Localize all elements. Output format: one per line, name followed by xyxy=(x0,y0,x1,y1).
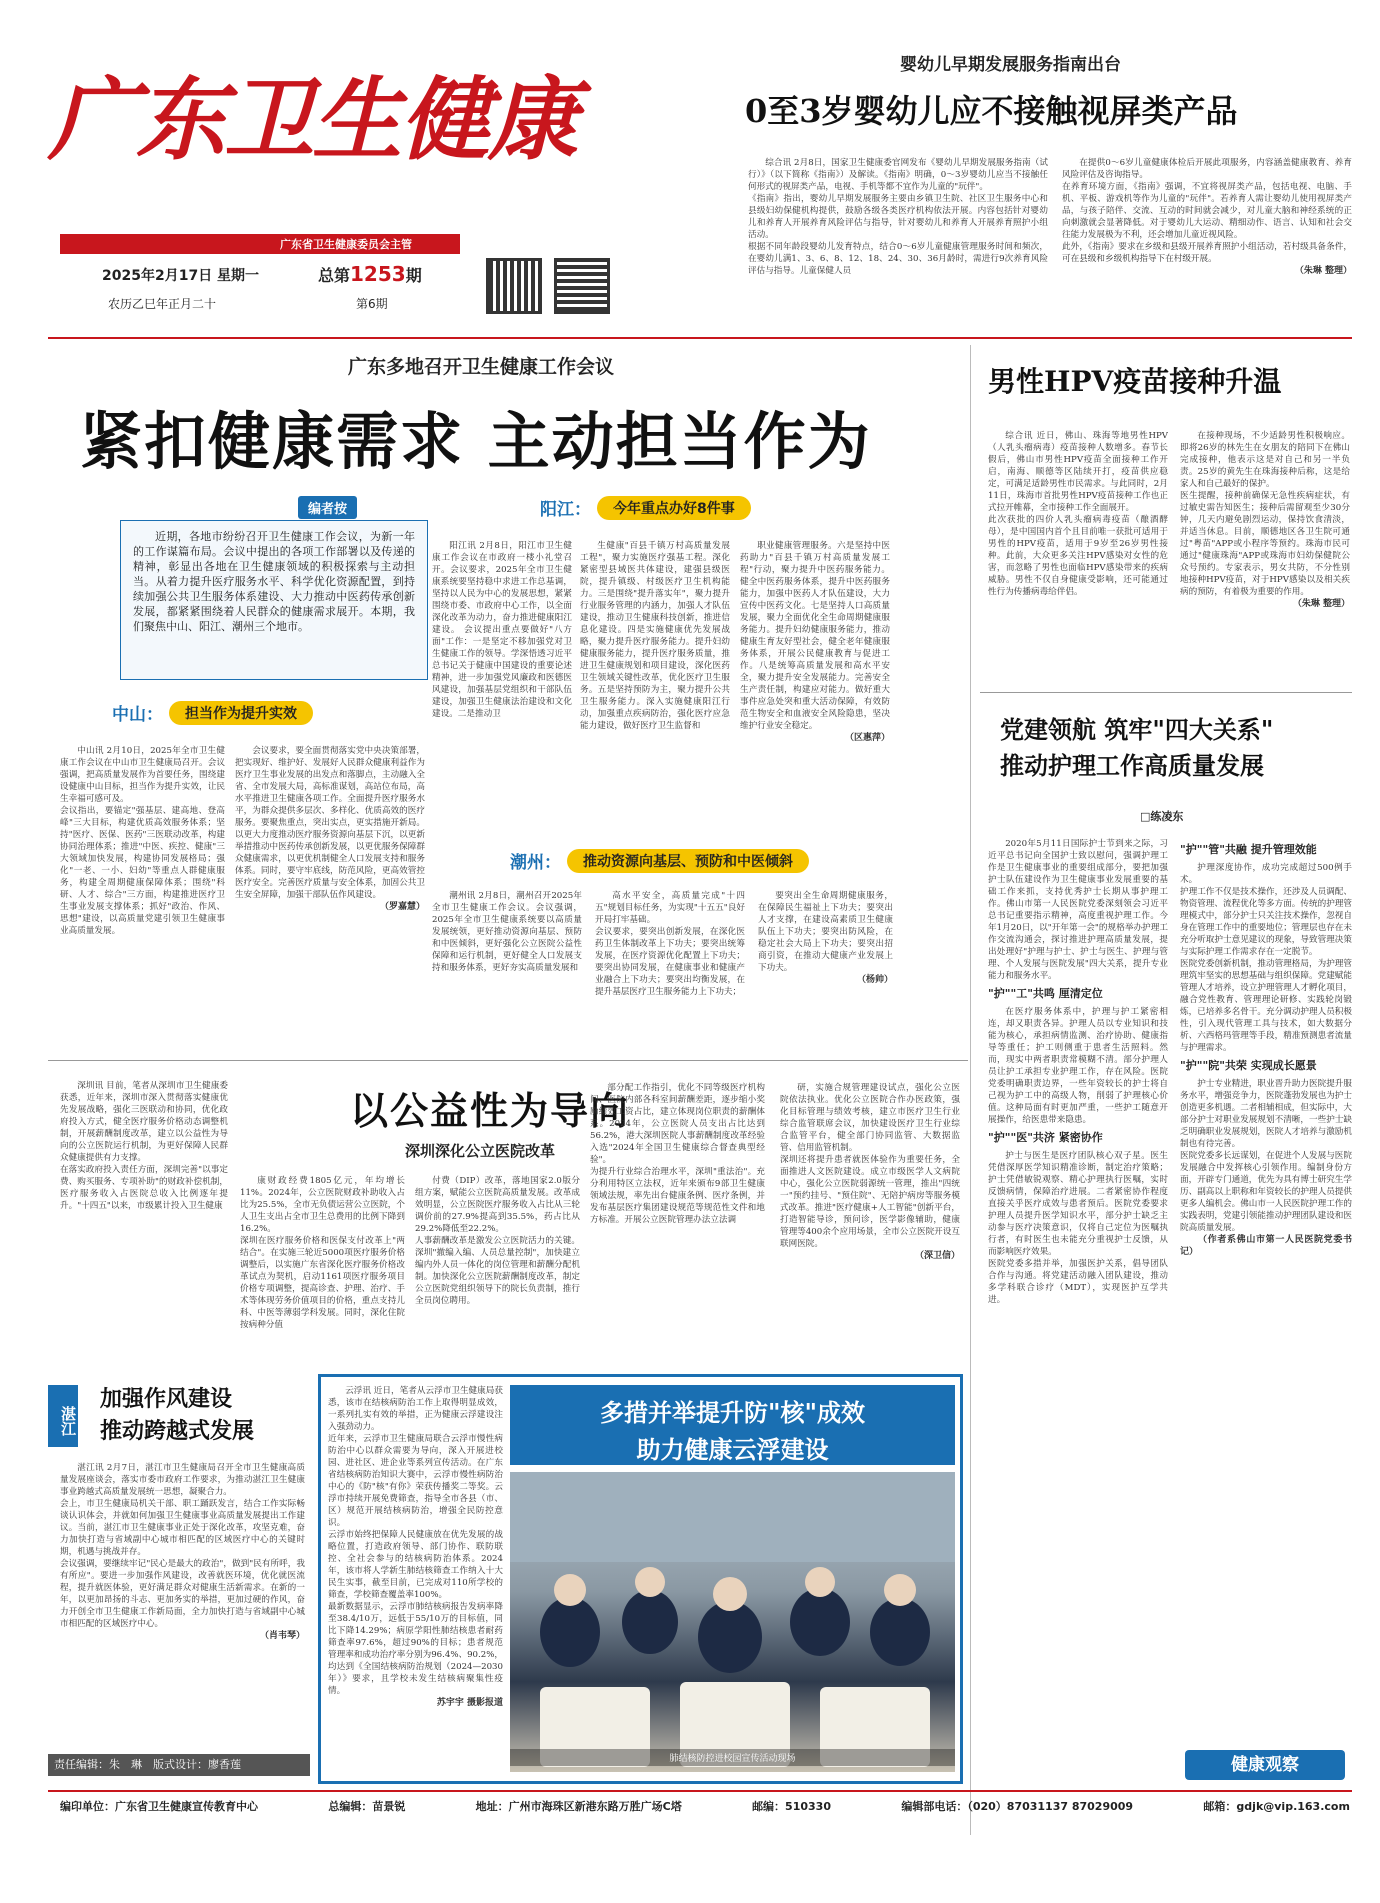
zhanjiang-byline: （肖韦琴） xyxy=(259,1631,305,1641)
nursing-subhead-3: "护""医"共济 紧密协作 xyxy=(988,1131,1103,1144)
chaozhou-byline: （杨帅） xyxy=(856,975,893,985)
hpv-col2 xyxy=(1180,430,1350,680)
nursing-byline: （作者系佛山市第一人民医院党委书记） xyxy=(1180,1235,1352,1257)
masthead-logo xyxy=(48,55,576,200)
shenzhen-subtitle: 深圳深化公立医院改革 xyxy=(405,1142,556,1160)
issue-total-number: 1253 xyxy=(350,262,406,286)
health-watch-tag xyxy=(1185,1750,1345,1780)
top-story-title: 0至3岁婴幼儿应不接触视屏类产品 xyxy=(745,92,1238,130)
zhongshan-col2 xyxy=(235,745,425,1045)
chaozhou-tag xyxy=(510,848,809,873)
top-story-byline: （朱琳 整理） xyxy=(1294,266,1352,276)
zhongshan-text-1: 中山讯 2月10日，2025年全市卫生健康工作会议在中山市卫生健康局召开。会议强调，把高质量发展作为首要任务，围绕建设健康中山目标，担当作为提升实效，让民生幸福可感可及。 会议指出，要锚定"强基层、建高地、登高峰"三大目标，构建优质高效服务体系；坚持"医疗、医保、医药"三医联动改革，构建协同治理体系；推进"中医、疾控、健康"三大领域加快发展，构建协同发展格局；强化"一老、一小、妇幼"等重点人群健康服务，构建全周期健康保障体系；围绕"科研、人才、综合"三方面，构建推进医疗卫生事业发展支撑体系；抓好"政治、作风、思想"建设，以高质量党建引领卫生健康事业高质量发展。 xyxy=(60,746,225,936)
hpv-col1 xyxy=(988,430,1168,680)
hpv-divider xyxy=(980,692,1352,693)
zhongshan-text-2: 会议要求，要全面贯彻落实党中央决策部署，把实现好、维护好、发展好人民群众健康利益作为医疗卫生事业发展的出发点和落脚点，主动融入全省、全市发展大局，高标准谋划，高站位布局，高水平推进卫生健康各项工作。全面提升医疗服务水平，为群众提供多层次、多样化、优质高效的医疗服务。要聚焦重点，突出实点，更实措施开新局。以更大力度推动医疗服务资源向基层下沉，以更新举措推动中医药传承创新发展，以更优服务保障群众健康需求，以更优机制健全人口发展支持和服务体系。同时，要守牢底线，防范风险，更高效管控医疗安全。完善医疗质量与安全体系，加固公共卫生安全屏障，加强干部队伍作风建设。 xyxy=(235,746,425,900)
top-story-kicker: 婴幼儿早期发展服务指南出台 xyxy=(900,55,1121,75)
zhongshan-city: 中山： xyxy=(112,705,163,725)
chaozhou-col2 xyxy=(595,890,745,1050)
yangjiang-text-2: 生健康"百县千镇万村高质量发展工程"，聚力实施医疗强基工程。深化紧密型县域医共体建设，建强县级医院，提升镇级、村级医疗卫生机构能力。三是围绕"提升落实年"，聚力提升行业服务管理的内涵力，加强人才队伍建设，推动卫生健康科技创新，推进信息化建设。四是实施健康优先发展战略，聚力提升医疗服务能力。提升妇幼健康服务能力，提升医疗服务质量，推进卫生健康规划和项目建设，深化医药卫生领域关键性改革，优化医疗卫生服务。五是坚持预防为主，聚力提升公共卫生服务能力。深入实施健康阳江行动，加强重点疾病防治，强化医疗应急能力建设，做好医疗卫生监督和 xyxy=(580,541,730,731)
zhongshan-col1 xyxy=(60,745,225,1035)
footer xyxy=(60,1798,1350,1814)
photo-scene xyxy=(510,1472,955,1772)
yangjiang-text-3: 职业健康管理服务。六是坚持中医药助力"百县千镇万村高质量发展工程"行动，聚力提升中医药服务能力。健全中医药服务体系，提升中医药服务能力，加强中医药人才队伍建设，大力宣传中医药文化。七是坚持人口高质量发展，聚力全面优化全生命周期健康服务能力。提升妇幼健康服务能力，推动健康生育友好型社会，健全老年健康服务体系，开展公民健康教育与促进工作。八是统筹高质量发展和高水平安全，聚力提升安全发展能力。完善安全生产责任制，构建应对能力。做好重大事件应急处突和重大活动保障，有效防范生物安全和血液安全风险隐患，坚决维护行业安全稳定。 xyxy=(740,541,890,731)
nursing-author: □练凌东 xyxy=(1140,810,1184,823)
top-story-col2 xyxy=(1062,157,1352,322)
top-story-text-1: 综合讯 2月8日，国家卫生健康委官网发布《婴幼儿早期发展服务指南（试行）》（以下简称《指南》）及解读。《指南》明确，0～3岁婴幼儿应当不接触任何形式的视屏类产品，电视、手机等都不宜作为儿童的"玩伴"。 《指南》指出，婴幼儿早期发展服务主要由乡镇卫生院、社区卫生服务中心和县级妇幼保健机构提供，鼓励各级各类医疗机构依法开展。内容包括针对婴幼儿和养育人开展养育风险评估与指导，针对婴幼儿和养育人开展养育照护小组活动。 根据不同年龄段婴幼儿发育特点，结合0～6岁儿童健康管理服务时间和频次，在婴幼儿满1、3、6、8、12、18、24、30、36月龄时，需进行9次养育风险评估与指导。儿童保健人员 xyxy=(748,158,1048,276)
zhanjiang-text: 湛江讯 2月7日，湛江市卫生健康局召开全市卫生健康高质量发展座谈会，落实市委市政府工作要求，为推动湛江卫生健康事业跨越式高质量发展统一思想，凝聚合力。 会上，市卫生健康局机关干部、职工踊跃发言，结合工作实际畅谈认识体会，并就如何加强卫生健康事业高质量发展提出工作建议。当前，湛江市卫生健康事业正处于深化改革，攻坚克难，奋力加快打造与省域副中心城市相匹配的区域医疗中心的关键时期，机遇与挑战并存。 会议强调，要继续牢记"民心是最大的政治"，做到"民有所呼，我有所应"。要进一步加强作风建设，改善就医环境，优化就医流程，提升就医体验，更好满足群众对健康生活新需求。在新的一年，以更加昂扬的斗志、更加务实的举措，更加过硬的作风，奋力开创全市卫生健康工作新局面，全力加快打造与省域副中心城市相匹配的区域医疗中心。 xyxy=(60,1463,305,1629)
editor-credit: 责任编辑：朱 琳 版式设计：廖香莲 xyxy=(54,1758,241,1771)
zhanjiang-city: 湛江 xyxy=(59,1406,77,1436)
nursing-text-3: 护士专业精进，职业晋升助力医院提升服务水平，增强竞争力，医院蓬勃发展也为护士创造更多机遇。二者相辅相成，但实际中，大部分护士对职业发展规划不清晰，一些护士缺乏明确职业发展规划，医院人才培养与激励机制也有待完善。 医院党委多长远谋划，在促进个人发展与医院发展融合中发挥核心引领作用。编制身份方面，开辟专门通道，优先为具有博士研究生学历、副高以上职称和年资较长的护理人员提供更多人编机会。佛山市一人民医院护理工作的实践表明，党建引领能推动护理团队建设和医院高质量发展。 xyxy=(1180,1079,1352,1233)
yunfu-text: 云浮讯 近日，笔者从云浮市卫生健康局获悉，该市在结核病防治工作上取得明显成效，一系列扎实有效的举措，正为健康云浮建设注入强劲动力。 近年来，云浮市卫生健康局联合云浮市慢性病防治中心以群众需要为导向，深入开展进校园、进社区、进企业等系列宣传活动。在广东省结核病防治知识大赛中，云浮市慢性病防治中心的《防"核"有你》荣获传播奖二等奖。云浮市持续开展免费筛查，指导全市各县（市、区）规范开展结核病防治，增强全民防控意识。 云浮市始终把保障人民健康放在优先发展的战略位置，打造政府领导、部门协作、联防联控、全社会参与的结核病防治体系。2024年，该市将人学新生肺结核筛查工作纳入十大民生实事，截至目前，已完成对110所学校的筛查，学校筛查覆盖率100%。 最新数据显示，云浮市肺结核病报告发病率降至38.4/10万，远低于55/10万的目标值，同比下降14.29%；病原学阳性肺结核患者耐药筛查率97.6%，超过90%的目标；患者规范管理率和成功治疗率分别为96.4%、90.2%，均达到《全国结核病防治规划（2024—2030年）》要求，且学校未发生结核病聚集性疫情。 xyxy=(328,1386,503,1696)
footer-address: 地址：广州市海珠区新港东路万胜广场C塔 xyxy=(475,1800,682,1813)
issue-number: 第6期 xyxy=(356,297,388,311)
shenzhen-byline: （深卫信） xyxy=(914,1251,960,1261)
chaozhou-col3 xyxy=(758,890,893,1050)
editor-note-label: 编者按 xyxy=(298,496,357,519)
yangjiang-tag xyxy=(540,495,751,520)
nursing-col2 xyxy=(1180,838,1352,1783)
nursing-text-2: 护理深度协作，成功完成超过500例手术。 护理工作不仅是技术操作，还涉及人员调配、物资管理、流程优化等多方面。传统的护理管理模式中，部分护士只关注技术操作，忽视自身在管理工作中的重要地位；管理层也存在未充分听取护士意见建议的现象，导致管理决策与实际护理工作需求存在一定脱节。 医院党委创新机制，推动管理格局，为护理管理筑牢坚实的思想基础与组织保障。党建赋能管理人才培养，设立护理管理人才孵化项目，融合党性教育、管理理论研修、实践轮岗锻炼，已培养多名骨干。充分调动护理人员积极性，引入现代管理工具与技术，如大数据分析、六西格玛管理等手段，精准预测患者流量与护理需求。 xyxy=(1180,863,1352,1053)
lunar-date: 农历乙巳年正月二十 xyxy=(108,297,217,311)
yangjiang-col1 xyxy=(432,540,572,840)
chaozhou-text-2: 高水平安全，高质量完成"十四五"规划目标任务，为实现"十五五"良好开局打牢基础。 会议要求，要突出创新发展，在深化医药卫生体制改革上下功夫；要突出统筹发展，在医疗资源优化配置上下功夫；要突出协同发展，在健康事业和健康产业融合上下功夫；要突出均衡发展，在提升基层医疗卫生服务能力上下功夫； xyxy=(595,891,745,997)
nursing-col1 xyxy=(988,838,1168,1353)
footer-email[interactable]: 邮箱：gdjk@vip.163.com xyxy=(1203,1800,1350,1813)
zhanjiang-city-tag xyxy=(48,1385,78,1447)
nursing-subhead-4: "护""院"共荣 实现成长愿景 xyxy=(1180,1059,1317,1072)
zhongshan-tag xyxy=(112,700,313,725)
issue-date: 2025年2月17日 星期一 xyxy=(102,268,260,284)
shenzhen-divider xyxy=(48,1060,968,1061)
editor-credit-bar xyxy=(48,1754,310,1776)
yunfu-byline: 苏宇宇 摄影报道 xyxy=(436,1698,503,1708)
editor-note-text: 近期，各地市纷纷召开卫生健康工作会议，为新一年的工作谋篇布局。会议中提出的各项工作部署以及传递的精神，彰显出各地在卫生健康领域的积极探索与主动担当。从着力提升医疗服务水平、科学优化资源配置，到持续加强公共卫生服务体系建设、大力推动中医药传承创新发展，都紧紧围绕着人民群众的健康需求展开。本期，我们聚焦中山、阳江、潮州三个地市。 xyxy=(133,530,415,633)
nursing-subhead-2: "护""工"共鸣 厘清定位 xyxy=(988,987,1103,1000)
nursing-text-1: 2020年5月11日国际护士节到来之际，习近平总书记向全国护士致以慰问，强调护理工作是卫生健康事业的重要组成部分，要把加强护士队伍建设作为卫生健康事业发展重要的基础工作来抓，支持优秀护士长期从事护理工作。佛山市第一人民医院党委深刻领会习近平总书记重要指示精神，高度重视护理工作。今年1月20日，以"开年第一会"的规格举办护理工作交流沟通会，探讨推进护理高质量发展，提出处理好"护理与护士、护士与医生、护理与管理、个人发展与医院发展"四大关系，提升专业能力和服务水平。 xyxy=(988,839,1168,981)
footer-unit: 编印单位：广东省卫生健康宣传教育中心 xyxy=(60,1800,258,1813)
top-story-col1 xyxy=(748,157,1048,317)
chaozhou-col1 xyxy=(432,890,582,1050)
shenzhen-text-1: 深圳讯 目前，笔者从深圳市卫生健康委获悉，近年来，深圳市深入贯彻落实健康优先发展战略，强化三医联动和协同，优化政府投入方式，健全医疗服务价格动态调整机制，开展薪酬制度改革，建立以公益性为导向的公立医院运行机制，为更好保障人民群众健康提供有力支撑。 在落实政府投入责任方面，深圳完善"以事定费、购买服务、专项补助"的财政补偿机制，医疗服务收入占医院总收入比例逐年提升。"十四五"以来，市级累计投入卫生健康 xyxy=(60,1081,228,1211)
chaozhou-text-3: 要突出全生命周期健康服务，在保障民生福祉上下功夫；要突出人才支撑，在建设高素质卫生健康队伍上下功夫；要突出防风险，在稳定社会大局上下功夫；要突出招商引资，在推动大健康产业发展上下功夫。 xyxy=(758,891,893,973)
zhanjiang-col xyxy=(60,1462,305,1742)
nursing-title-1: 党建领航 筑牢"四大关系" xyxy=(1000,715,1274,744)
yangjiang-col3 xyxy=(740,540,890,840)
top-divider xyxy=(48,337,1352,339)
right-column-divider xyxy=(970,345,971,1835)
chaozhou-theme: 推动资源向基层、预防和中医倾斜 xyxy=(567,849,809,873)
main-story-title: 紧扣健康需求 主动担当作为 xyxy=(80,405,872,478)
health-watch-label: 健康观察 xyxy=(1231,1755,1299,1775)
yangjiang-byline: （区惠萍） xyxy=(844,733,890,743)
shenzhen-text-2: 康财政经费1805亿元，年均增长11%。2024年，公立医院财政补助收入占比为25.5%，全市无负债运营公立医院，个人卫生支出占全市卫生总费用的比例下降到16.2%。 深圳在医疗服务价格和医保支付改革上"两结合"。在实施三轮近5000项医疗服务价格调整后，以实施广东省深化医疗服务价格改革试点为契机，启动1161项医疗服务项目价格专项调整，提高诊查、护理、治疗、手术等体现劳务价值项目的价格，重点支持儿科、中医等薄弱学科发展。同时，深化住院按病种分值 xyxy=(240,1176,405,1330)
masthead-sponsor: 广东省卫生健康委员会主管 xyxy=(280,238,412,251)
shenzhen-title: 以公益性为导向 xyxy=(350,1088,631,1133)
qr-code-2[interactable] xyxy=(554,258,610,314)
zhanjiang-title-2: 推动跨越式发展 xyxy=(100,1418,255,1444)
yunfu-title-1: 多措并举提升防"核"成效 xyxy=(599,1398,865,1427)
zhongshan-theme: 担当作为提升实效 xyxy=(169,701,313,725)
nursing-text-1b: 在医疗服务体系中，护理与护工紧密相连，却又职责各异。护理人员以专业知识和技能为核心，承担病情监测、治疗协助、健康指导等重任；护工则侧重于患者生活照料。然而，现实中两者职责常模糊不清。部分护理人员让护工承担专业护理工作，存在风险。医院党委明确职责边界，一些年资较长的护士将自己视为护工中的高级人物，削弱了护理核心价值。这种局面有时更加严重，一些护工随意开展操作，给医患带来隐患。 xyxy=(988,1007,1168,1125)
shenzhen-col2 xyxy=(240,1175,405,1365)
footer-phone: 编辑部电话：（020）87031137 87029009 xyxy=(901,1800,1134,1813)
yunfu-title-2: 助力健康云浮建设 xyxy=(636,1435,829,1464)
chaozhou-city: 潮州： xyxy=(510,853,561,873)
issue-total-suffix: 期 xyxy=(405,266,422,285)
hpv-text-2: 在接种现场，不少适龄男性积极响应。即将26岁的林先生在女朋友的陪同下在佛山完成接种，他表示这是对自己和另一半负责。25岁的黄先生在珠海接种后称，这是给家人和自己最好的保护。 医生提醒，接种前确保无急性疾病症状，有过敏史需告知医生；接种后需留观至少30分钟，几天内避免剧烈运动，保持饮食清淡，并适当休息。目前，顺德地区各卫生院可通过"粤苗"APP或小程序等预约。珠海市民可通过"健康珠海"APP或珠海市妇幼保健院公众号预约。专家表示，男女共防，不分性别地接种HPV疫苗，对于HPV感染以及相关疾病的预防，有着极为重要的作用。 xyxy=(1180,431,1350,597)
shenzhen-text-4: 部分配工作指引，优化不同等级医疗机构间、医院内部各科室间薪酬差距，逐步缩小奖励绩效工资占比，建立体现岗位职责的薪酬体系。2024年，公立医院人员支出占比达到56.2%，港大深圳医院人事薪酬制度改革经验入选"2024年全国卫生健康综合督查典型经验"。 为提升行业综合治理水平，深圳"重法治"。充分利用特区立法权，近年来颁布9部卫生健康领域法规，率先出台健康条例、医疗条例，并发布基层医疗集团建设规范等规范性文件和地方标准。开展公立医院管理办法立法调 xyxy=(590,1083,765,1225)
yunfu-col1 xyxy=(328,1385,503,1775)
issue-total-prefix: 总第 xyxy=(318,266,351,285)
shenzhen-col3 xyxy=(415,1175,580,1365)
hpv-byline: （朱琳 整理） xyxy=(1292,599,1350,609)
yangjiang-city: 阳江： xyxy=(540,500,591,520)
zhanjiang-title-1: 加强作风建设 xyxy=(100,1386,233,1412)
shenzhen-text-5: 研，实施合规管理建设试点，强化公立医院依法执业。优化公立医院合作办医政策，强化目标管理与绩效考核，建立市医疗卫生行业综合监管联席会议，加快建设医疗卫生行业综合监管平台，健全部门协同监管、大数据监管、信用监管机制。 深圳还将提升患者就医体验作为重要任务，全面推进人文医院建设。成立市级医学人文病院中心，强化公立医院弱源统一管理，推出"四统一"预约挂号、"预住院"、无陪护病房等服务模式改革。推进"医疗健康+人工智能"创新平台，打造智能导诊，预问诊，医学影像辅助，健康管理等400余个应用场景，全市公立医院开设互联网医院。 xyxy=(780,1083,960,1249)
nursing-title-2: 推动护理工作高质量发展 xyxy=(1000,751,1264,780)
issue-total xyxy=(318,262,422,286)
shenzhen-col5 xyxy=(780,1082,960,1365)
shenzhen-col4 xyxy=(590,1082,765,1365)
hpv-text-1: 综合讯 近日，佛山、珠海等地男性HPV（人乳头瘤病毒）疫苗接种人数增多。春节长假后，佛山市男性HPV疫苗全面接种工作开启，南海、顺德等区陆续开打，疫苗供应稳定，可满足适龄男性市民需求。与此同时，2月11日，珠海市首批男性HPV疫苗接种工作也正式拉开帷幕，全市接种工作全面展开。 此次获批的四价人乳头瘤病毒疫苗（酿酒酵母），是中国国内首个且目前唯一获批可适用于男性的HPV疫苗，适用于9岁至26岁男性接种。此前，大众更多关注HPV感染对女性的危害，而忽略了男性也面临HPV感染带来的疾病威胁。男性不仅自身健康受影响，还可能通过性行为传播病毒给伴侣。 xyxy=(988,431,1168,597)
footer-line xyxy=(48,1790,1352,1792)
yangjiang-col2 xyxy=(580,540,730,840)
yangjiang-theme: 今年重点办好8件事 xyxy=(597,496,751,520)
logo-text: 广东卫生健康 xyxy=(48,67,576,173)
editor-note-box xyxy=(120,520,428,680)
zhongshan-byline: （罗嘉慧） xyxy=(379,902,425,912)
chaozhou-text-1: 潮州讯 2月8日，潮州召开2025年全市卫生健康工作会议。会议强调，2025年全市卫生健康系统要以高质量发展统领，更好推动资源向基层、预防和中医倾斜，更好强化公立医院公益性保障和运行机制，更好健全人口发展支持和服务体系，更好夯实高质量发展和 xyxy=(432,891,582,973)
yunfu-photo-caption: 肺结核防控进校园宣传活动现场 xyxy=(510,1749,955,1766)
yangjiang-text-1: 阳江讯 2月8日，阳江市卫生健康工作会议在市政府一楼小礼堂召开。会议要求，2025年全市卫生健康系统要坚持稳中求进工作总基调，坚持以人民为中心的发展思想，紧紧围绕市委、市政府中心工作，以全面深化改革为动力，奋力推进健康阳江建设。 会议提出重点要做好"八方面"工作：一是坚定不移加强党对卫生健康工作的领导。学深悟透习近平总书记关于健康中国建设的重要论述精神，进一步加强党风廉政和医德医风建设，加强基层党组织和干部队伍建设，加强卫生健康法治建设和文化建设。二是推动卫 xyxy=(432,541,572,719)
nursing-text-2b: 护士与医生是医疗团队核心双子星。医生凭借深厚医学知识精准诊断，制定治疗策略；护士凭借敏锐观察、精心护理执行医嘱，实时反馈病情，保障治疗进展。二者紧密协作程度直接关乎医疗成效与患者预后。医院党委要求护理人员提升医学知识水平，部分护士缺乏主动参与医疗决策意识，仅将自己定位为医嘱执行者，有时医生也未能充分重视护士反馈，从而影响医疗效果。 医院党委多措并举，加强医护关系，倡导团队合作与沟通。将党建活动融入团队建设，推动多学科联合诊疗（MDT），实现医护互学共进。 xyxy=(988,1151,1168,1305)
shenzhen-text-3: 付费（DIP）改革，落地国家2.0版分组方案，赋能公立医院高质量发展。改革成效明显，公立医院医疗服务收入占比从三轮调价前的27.9%提高到35.5%，药占比从29.2%降低至22.2%。 人事薪酬改革是激发公立医院活力的关键。深圳"撤编入编、人员总量控制"，加快建立编内外人员一体化的岗位管理和薪酬分配机制。加快深化公立医院薪酬制度改革，制定公立医院党组织领导下的院长负责制，推行全员岗位聘用。 xyxy=(415,1176,580,1306)
yunfu-title-box xyxy=(510,1385,955,1465)
footer-postcode: 邮编：510330 xyxy=(752,1800,831,1813)
yunfu-photo xyxy=(510,1472,955,1772)
qr-code-1[interactable] xyxy=(486,258,542,314)
footer-chief: 总编辑：苗景锐 xyxy=(328,1800,406,1813)
hpv-title: 男性HPV疫苗接种升温 xyxy=(988,365,1282,398)
top-story-text-2: 在提供0～6岁儿童健康体检后开展此项服务，内容涵盖健康教育、养育风险评估及咨询指导。 在养育环境方面，《指南》强调，不宜将视屏类产品，包括电视、电脑、手机、平板、游戏机等作为儿童的"玩伴"。若养育人需让婴幼儿使用视屏类产品，与孩子陪伴、交流、互动的时间就会减少，对儿童大脑和神经系统的正向刺激就会显著降低。对于婴幼儿大运动、精细动作、语言、认知和社会交往能力发展极为不利，还会增加儿童近视风险。 此外，《指南》要求在乡级和县级开展养育照护小组活动，若村级具备条件，可在县级和乡级机构指导下在村级开展。 xyxy=(1062,158,1352,264)
main-story-kicker: 广东多地召开卫生健康工作会议 xyxy=(348,356,615,378)
shenzhen-col1 xyxy=(60,1080,228,1365)
nursing-subhead-1: "护""管"共融 提升管理效能 xyxy=(1180,843,1317,856)
